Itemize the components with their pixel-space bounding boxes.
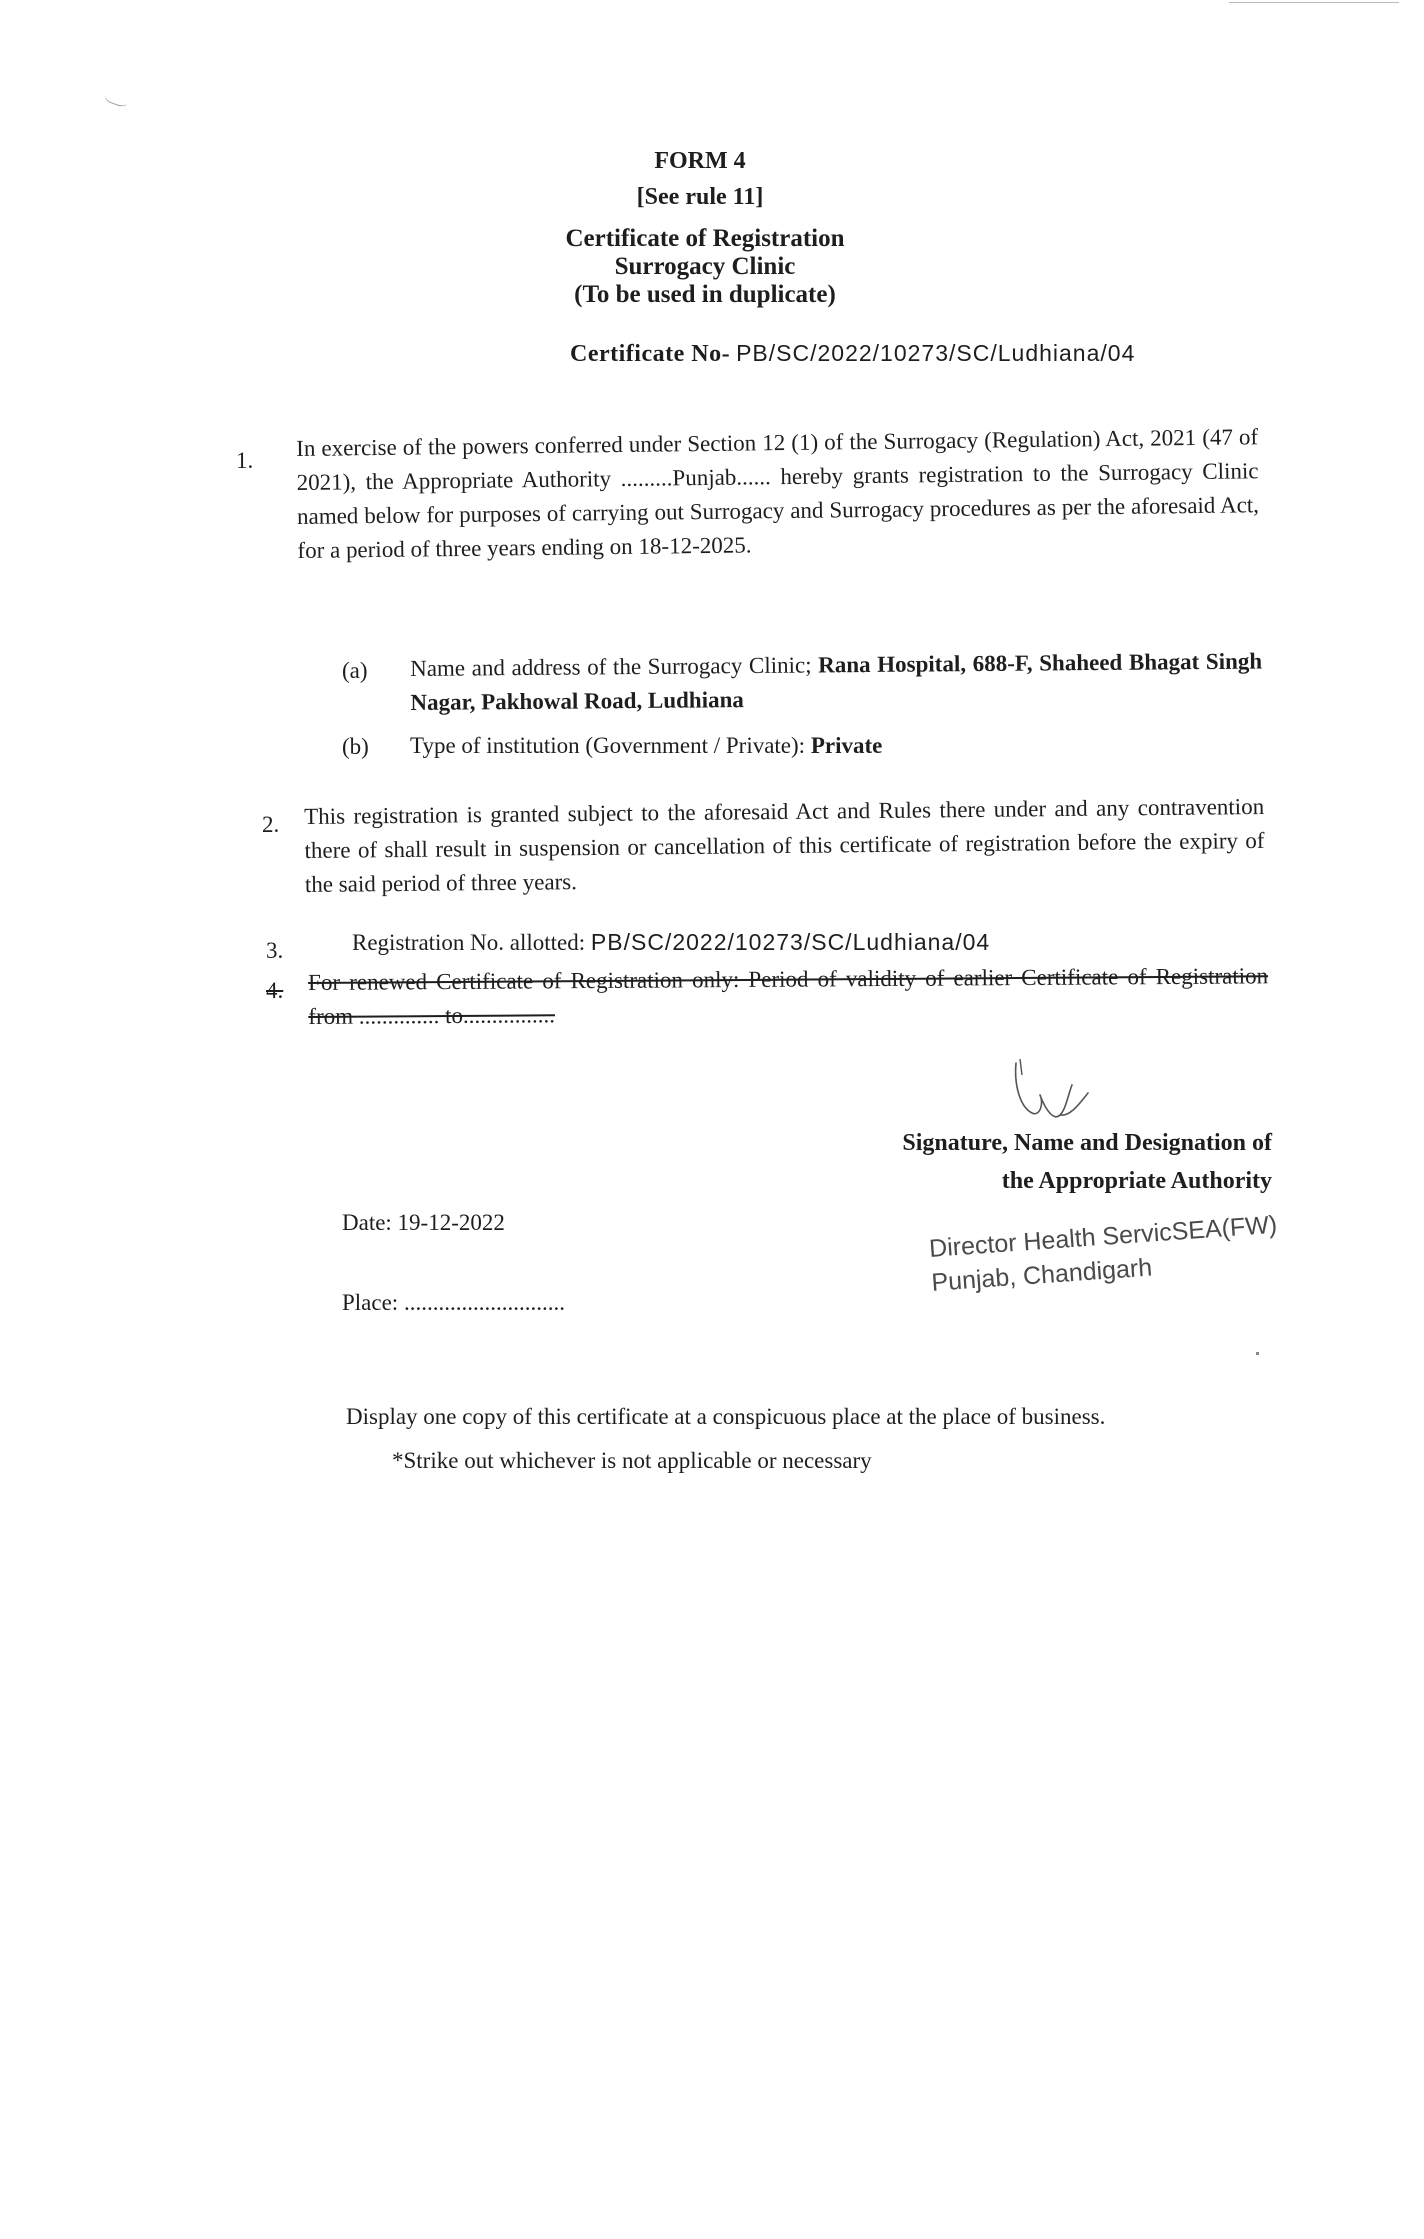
signature-line-1: Signature, Name and Designation of xyxy=(902,1130,1272,1156)
item-a-label: (a) xyxy=(342,658,368,683)
title-line-2: Surrogacy Clinic xyxy=(614,253,796,280)
display-note: Display one copy of this certificate at a conspicuous place at the place of business. xyxy=(346,1404,1106,1429)
para-2-text: This registration is granted subject to the aforesaid Act and Rules there under and any contravention there of shall result in suspension or cancellation of this certificate of registration before the expiry of the said period of three years. xyxy=(304,793,1265,897)
official-stamp xyxy=(928,1208,1281,1300)
stamp-line-2: Punjab, Chandigarh xyxy=(930,1253,1153,1297)
certificate-title xyxy=(520,225,890,309)
signature-line-2: the Appropriate Authority xyxy=(1001,1168,1272,1194)
title-line-1: Certificate of Registration xyxy=(565,225,845,252)
item-b-text: Type of institution (Government / Private): xyxy=(410,733,806,758)
scan-artifact-mark xyxy=(103,86,131,108)
registration-no-label: Registration No. allotted: xyxy=(352,930,586,955)
item-a-text: Name and address of the Surrogacy Clinic; xyxy=(410,652,812,681)
issue-place: Place: ............................ xyxy=(342,1290,565,1315)
para-1-text: In exercise of the powers conferred under Section 12 (1) of the Surrogacy (Regulation) Act, 2021 (47 of 2021), the Appropriate Authority .........Punjab...... hereby grants registration to the Surrogacy Clinic named below for purposes of carrying out Surrogacy and Surrogacy procedures as per the aforesaid Act, for a period of three years ending on 18-12-2025. xyxy=(296,424,1260,563)
para-3 xyxy=(352,925,1252,960)
para-4-number: 4. xyxy=(266,978,284,1003)
form-number: FORM 4 xyxy=(654,148,746,174)
strike-out-note: *Strike out whichever is not applicable or necessary xyxy=(392,1448,872,1473)
para-4-struck-text: For renewed Certificate of Registration only: Period of validity of earlier Certificate of Registration from .............. to................ xyxy=(308,963,1269,1029)
item-b xyxy=(410,729,1110,763)
institution-type: Private xyxy=(810,733,883,758)
para-1-number: 1. xyxy=(236,448,254,473)
certificate-number-value: PB/SC/2022/10273/SC/Ludhiana/04 xyxy=(736,340,1136,366)
handwritten-signature xyxy=(1010,1055,1100,1135)
para-3-number: 3. xyxy=(266,938,284,963)
title-line-3: (To be used in duplicate) xyxy=(574,281,836,308)
scan-dot xyxy=(1256,1352,1259,1355)
stamp-line-1: Director Health ServicSEA(FW) xyxy=(928,1210,1278,1263)
item-a xyxy=(410,645,1263,720)
clinic-name-address: Rana Hospital, 688-F, Shaheed Bhagat Singh Nagar, Pakhowal Road, Ludhiana xyxy=(410,648,1263,715)
registration-no-value: PB/SC/2022/10273/SC/Ludhiana/04 xyxy=(590,929,991,955)
issue-date: Date: 19-12-2022 xyxy=(342,1210,505,1235)
item-b-label: (b) xyxy=(342,734,369,759)
certificate-number xyxy=(570,340,1135,368)
scan-edge-mark xyxy=(1229,2,1399,3)
signature-designation-label xyxy=(832,1124,1272,1200)
para-2-number: 2. xyxy=(262,812,280,837)
rule-reference: [See rule 11] xyxy=(636,184,764,210)
certificate-number-label: Certificate No- xyxy=(570,341,731,367)
